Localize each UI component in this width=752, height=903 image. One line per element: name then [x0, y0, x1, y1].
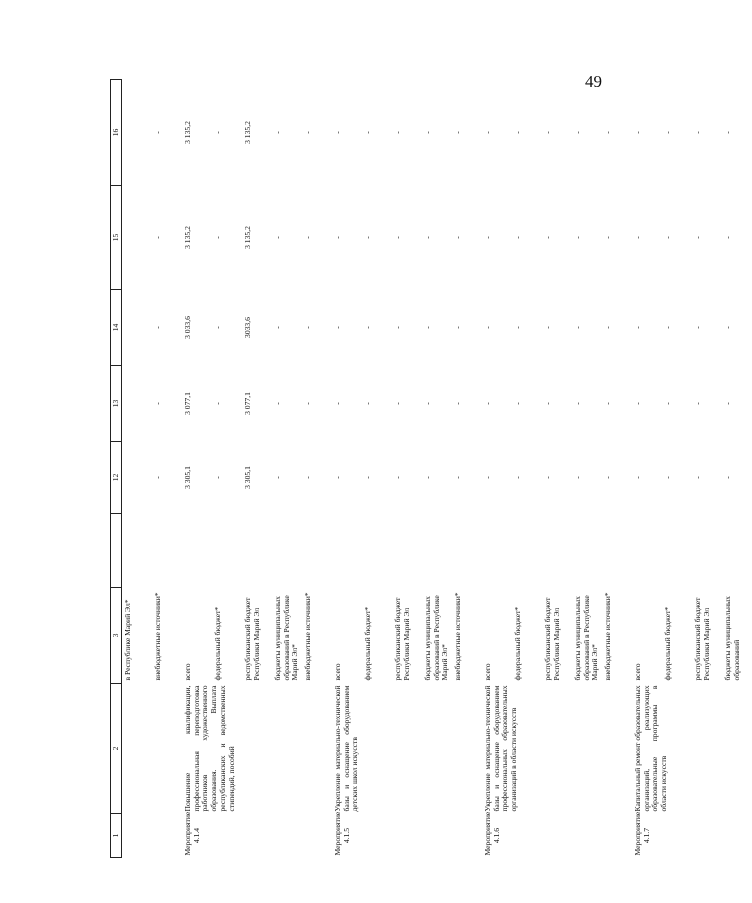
value-cell: - — [213, 326, 222, 329]
value-cell: - — [633, 236, 642, 239]
funding-source: внебюджетные источники* — [453, 592, 462, 681]
measure-label: Мероприятие 4.1.4 — [183, 811, 201, 856]
value-cell: - — [423, 131, 432, 134]
value-cell: - — [273, 402, 282, 405]
gap-cell — [182, 514, 212, 588]
value-cell: - — [423, 476, 432, 479]
funding-source: внебюджетные источники* — [603, 592, 612, 681]
value-cell: - — [333, 402, 342, 405]
value-cell: - — [603, 131, 612, 134]
value-cell: 3 135,2 — [243, 226, 252, 249]
value-cell: - — [153, 326, 162, 329]
value-cell: - — [363, 402, 372, 405]
funding-source: бюджеты муниципальных образований в Республике Марий Эл* — [423, 595, 450, 681]
gap-cell — [272, 514, 302, 588]
gap-cell — [512, 514, 542, 588]
gap-cell — [212, 514, 242, 588]
value-cell: - — [393, 326, 402, 329]
value-cell: - — [693, 131, 702, 134]
header-cell: 13 — [111, 366, 122, 442]
value-cell: - — [393, 476, 402, 479]
value-cell: - — [513, 402, 522, 405]
value-cell: - — [483, 236, 492, 239]
header-cell — [111, 514, 122, 588]
value-cell: - — [273, 236, 282, 239]
value-cell: - — [153, 236, 162, 239]
value-cell: - — [153, 402, 162, 405]
value-cell: - — [483, 476, 492, 479]
value-cell: - — [363, 236, 372, 239]
header-cell: 3 — [111, 588, 122, 684]
gap-cell — [152, 514, 182, 588]
value-cell: 3 077,1 — [183, 392, 192, 415]
table-row — [152, 80, 182, 858]
table-row — [332, 80, 362, 858]
value-cell: - — [543, 236, 552, 239]
funding-source: республиканский бюджет Республики Марий Эл — [393, 597, 411, 681]
gap-cell — [332, 514, 362, 588]
value-cell: 3 305,1 — [243, 466, 252, 489]
value-cell: - — [633, 476, 642, 479]
value-cell — [122, 80, 153, 186]
value-cell: - — [723, 402, 732, 405]
value-cell: - — [303, 131, 312, 134]
measure-label: Мероприятие 4.1.6 — [483, 811, 501, 856]
funding-source: внебюджетные источники* — [153, 592, 162, 681]
value-cell: - — [693, 476, 702, 479]
gap-cell — [722, 514, 752, 588]
value-cell: - — [513, 236, 522, 239]
measure-description: Укрепление материально-технической базы и оснащение оборудованием профессиональных образовательных организаций в области искусств — [483, 685, 519, 812]
gap-cell — [392, 514, 422, 588]
value-cell: - — [273, 326, 282, 329]
value-cell: - — [633, 402, 642, 405]
funding-source: бюджеты муниципальных образований — [723, 596, 741, 681]
value-cell: - — [483, 326, 492, 329]
value-cell: - — [453, 476, 462, 479]
value-cell: - — [513, 131, 522, 134]
empty-cell — [122, 814, 153, 858]
value-cell: - — [573, 131, 582, 134]
gap-cell — [122, 514, 153, 588]
gap-cell — [572, 514, 602, 588]
header-cell: 2 — [111, 684, 122, 814]
header-cell: 16 — [111, 80, 122, 186]
funding-table — [110, 79, 752, 858]
measure-label: Мероприятие 4.1.5 — [333, 811, 351, 856]
value-cell: - — [543, 476, 552, 479]
value-cell: - — [693, 236, 702, 239]
value-cell: - — [303, 476, 312, 479]
empty-cell — [152, 814, 182, 858]
empty-cell — [122, 684, 153, 814]
measure-description: Повышение квалификации, профессиональная переподготовка работников художественного образования. Выплата республиканских и ведомственных стипендий, пособий — [183, 685, 236, 812]
measure-label: Мероприятие 4.1.7 — [633, 811, 651, 856]
value-cell: - — [273, 476, 282, 479]
value-cell: - — [453, 326, 462, 329]
value-cell: - — [693, 402, 702, 405]
value-cell: 3 077,1 — [243, 392, 252, 415]
funding-source: всего — [633, 663, 642, 681]
value-cell — [122, 290, 153, 366]
funding-source: республиканский бюджет Республики Марий Эл — [543, 597, 561, 681]
value-cell: - — [453, 131, 462, 134]
value-cell: - — [543, 131, 552, 134]
value-cell: - — [423, 326, 432, 329]
value-cell: 3 135,2 — [183, 121, 192, 144]
table-row — [482, 80, 512, 858]
funding-source: федеральный бюджет* — [663, 606, 672, 681]
value-cell: - — [723, 476, 732, 479]
value-cell: - — [723, 236, 732, 239]
funding-source: бюджеты муниципальных образований в Республике Марий Эл* — [573, 595, 600, 681]
value-cell: - — [663, 236, 672, 239]
value-cell: - — [393, 131, 402, 134]
value-cell: - — [483, 131, 492, 134]
funding-source: республиканский бюджет Республики Марий Эл — [693, 597, 711, 681]
header-row — [111, 80, 122, 858]
value-cell: - — [693, 326, 702, 329]
value-cell: - — [723, 131, 732, 134]
value-cell: - — [393, 402, 402, 405]
value-cell: - — [663, 131, 672, 134]
value-cell: - — [513, 326, 522, 329]
value-cell: - — [393, 236, 402, 239]
value-cell: - — [663, 476, 672, 479]
funding-source: в Республике Марий Эл* — [123, 599, 132, 681]
header-cell: 12 — [111, 442, 122, 514]
gap-cell — [542, 514, 572, 588]
value-cell: - — [153, 476, 162, 479]
value-cell: - — [303, 236, 312, 239]
table-body — [122, 80, 752, 858]
funding-source: всего — [183, 663, 192, 681]
funding-source: республиканский бюджет Республики Марий Эл — [243, 597, 261, 681]
funding-source: всего — [483, 663, 492, 681]
value-cell: - — [603, 476, 612, 479]
value-cell: - — [213, 131, 222, 134]
value-cell: - — [333, 131, 342, 134]
gap-cell — [602, 514, 632, 588]
value-cell: - — [543, 402, 552, 405]
value-cell: - — [423, 402, 432, 405]
value-cell: - — [543, 326, 552, 329]
value-cell: 3 305,1 — [183, 466, 192, 489]
value-cell: - — [303, 326, 312, 329]
header-cell: 15 — [111, 186, 122, 290]
value-cell: - — [303, 402, 312, 405]
value-cell: - — [663, 326, 672, 329]
table-row — [122, 80, 153, 858]
value-cell: - — [363, 131, 372, 134]
gap-cell — [692, 514, 722, 588]
value-cell: - — [513, 476, 522, 479]
gap-cell — [302, 514, 332, 588]
value-cell: - — [603, 326, 612, 329]
funding-source: бюджеты муниципальных образований в Республике Марий Эл* — [273, 595, 300, 681]
value-cell: 3033,6 — [243, 317, 252, 338]
value-cell: - — [483, 402, 492, 405]
header-cell: 1 — [111, 814, 122, 858]
value-cell: - — [573, 326, 582, 329]
value-cell — [122, 186, 153, 290]
funding-source: внебюджетные источники* — [303, 592, 312, 681]
value-cell: - — [273, 131, 282, 134]
value-cell: - — [633, 131, 642, 134]
value-cell: - — [333, 326, 342, 329]
value-cell: - — [423, 236, 432, 239]
funding-source: всего — [333, 663, 342, 681]
value-cell: 3 033,6 — [183, 316, 192, 339]
value-cell: 3 135,2 — [183, 226, 192, 249]
value-cell: - — [603, 236, 612, 239]
value-cell: - — [573, 476, 582, 479]
value-cell: - — [663, 402, 672, 405]
value-cell — [122, 442, 153, 514]
gap-cell — [662, 514, 692, 588]
value-cell: - — [453, 402, 462, 405]
value-cell: - — [333, 236, 342, 239]
gap-cell — [482, 514, 512, 588]
empty-cell — [152, 684, 182, 814]
funding-source: федеральный бюджет* — [213, 606, 222, 681]
gap-cell — [452, 514, 482, 588]
value-cell: - — [363, 326, 372, 329]
value-cell: - — [213, 476, 222, 479]
page-number: 49 — [585, 72, 602, 91]
value-cell: 3 135,2 — [243, 121, 252, 144]
funding-source: федеральный бюджет* — [513, 606, 522, 681]
funding-source: федеральный бюджет* — [363, 606, 372, 681]
value-cell: - — [213, 236, 222, 239]
measure-description: Капитальный ремонт образовательных организаций, реализующих образовательные программы в области искусств — [633, 685, 669, 812]
table-row — [632, 80, 662, 858]
value-cell — [122, 366, 153, 442]
gap-cell — [422, 514, 452, 588]
gap-cell — [242, 514, 272, 588]
value-cell: - — [213, 402, 222, 405]
value-cell: - — [723, 326, 732, 329]
gap-cell — [362, 514, 392, 588]
measure-description: Укрепление материально-технической базы и оснащение оборудованием детских школ искусств — [333, 685, 360, 812]
value-cell: - — [573, 236, 582, 239]
value-cell: - — [603, 402, 612, 405]
table-row — [182, 80, 212, 858]
header-cell: 14 — [111, 290, 122, 366]
value-cell: - — [333, 476, 342, 479]
value-cell: - — [633, 326, 642, 329]
value-cell: - — [453, 236, 462, 239]
gap-cell — [632, 514, 662, 588]
value-cell: - — [153, 131, 162, 134]
value-cell: - — [363, 476, 372, 479]
value-cell: - — [573, 402, 582, 405]
